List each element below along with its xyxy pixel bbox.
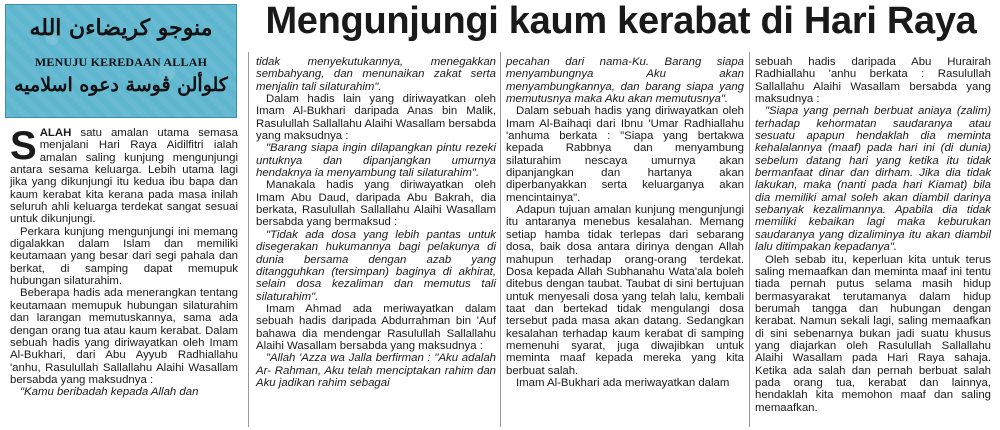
paragraph: Dalam sebuah hadis yang diriwayatkan oleh Imam Al-Baihaqi dari Ibnu 'Umar Radhiallahu 'anhuma berkata : "Siapa yang bertakwa kepada Rabbnya dan menyambung silaturahim nescaya umurnya akan dipanjangkan dan hartanya akan diperbanyakkan serta keluarganya akan mencintainya". — [506, 105, 744, 204]
banner-latin-title: MENUJU KEREDAAN ALLAH — [34, 55, 208, 69]
article-column-4 — [755, 56, 991, 414]
column-divider — [248, 52, 249, 427]
paragraph: Imam Al-Bukhari ada meriwayatkan dalam — [516, 376, 730, 389]
banner-arabic-title: منوجو كريضاءن الله — [29, 15, 213, 41]
hadith-quote: "Barang siapa ingin dilapangkan pintu rezeki untuknya dan dipanjangkan umurnya hendaknya ia menyambung tali silaturahim". — [256, 142, 496, 180]
article-column-2 — [256, 56, 496, 389]
hadith-quote: "Siapa yang pernah berbuat aniaya (zalim) terhadap kehormatan saudaranya atau sesuatu apapun hendaklah dia meminta kehalalannya (maaf) pada hari ini (di dunia) sebelum datang hari yang ketika itu tidak bermanfaat dinar dan dirham. Jika dia tidak lakukan, maka (nanti pada hari Kiamat) bila dia memiliki amal soleh akan diambil darinya sebanyak kezalimannya. Apabila dia tidak memiliki kebaikan lagi maka keburukan saudaranya yang dizaliminya itu akan diambil lalu ditimpakan kepadanya". — [755, 105, 991, 254]
lead-word: ALAH — [39, 127, 72, 139]
paragraph: Beberapa hadis ada menerangkan tentang keutamaan memupuk hubungan silaturahim dan larangan memutuskannya, sama ada dengan orang tua atau kaum kerabat. Dalam sebuah hadis yang diriwayatkan oleh Imam Al-Bukhari, dari Abu Ayyub Radhiallahu 'anhu, Rasulullah Sallallahu Alaihi Wasallam bersabda yang maksudnya : — [10, 287, 238, 386]
banner-arabic-subtitle: كلوألن ڤوسة دعوه اسلاميه — [14, 74, 228, 96]
paragraph-text: satu amalan utama semasa menjalani Hari Raya Aidilfitri ialah amalan saling kunjung mengunjungi antara sesama keluarga. Lebih utama lagi jika yang dikunjungi itu kedua ibu bapa dan kaum kerabat kita kerana pada masa inilah seluruh ahli keluarga terdekat sangat sesuai untuk dikunjungi. — [10, 127, 238, 226]
paragraph: Perkara kunjung mengunjungi ini memang digalakkan dalam Islam dan memiliki keutamaan yang besar dari segi pahala dan berkat, di samping dapat memupuk hubungan silaturahim. — [10, 225, 238, 288]
paragraph: sebuah hadis daripada Abu Hurairah Radhiallahu 'anhu berkata : Rasulullah Sallallahu Alaihi Wasallam bersabda yang maksudnya : — [755, 56, 991, 106]
article-column-3 — [506, 56, 744, 389]
paragraph: Imam Ahmad ada meriwayatkan dalam sebuah hadis daripada Abdurrahman bin 'Auf bahawa dia mendengar Rasulullah Sallallahu Alaihi Wasallam bersabda yang maksudnya : — [256, 302, 496, 352]
column-banner — [5, 4, 237, 118]
hadith-quote: "Tidak ada dosa yang lebih pantas untuk disegerakan hukumannya bagi pelakunya di dunia bersama dengan azab yang ditangguhkan (tersimpan) baginya di akhirat, selain dosa kezaliman dan memutus tali silaturahim". — [256, 228, 496, 303]
hadith-quote: "Kamu beribadah kepada Allah dan — [20, 386, 199, 399]
hadith-quote: tidak menyekutukannya, menegakkan sembahyang, dan menunaikan zakat serta menjalin tali silaturahim". — [256, 56, 496, 93]
column-divider — [500, 52, 501, 427]
paragraph — [10, 124, 238, 226]
article-column-1 — [10, 124, 238, 399]
paragraph: Oleh sebab itu, keperluan kita untuk terus saling memaafkan dan meminta maaf ini tentu tiada pernah putus selama masih hidup bermasyarakat terutamanya dalam hidup berumah tangga dan hubungan dengan kerabat. Namun sekali lagi, saling memaafkan di sini sebenarnya bukan jadi suatu khusus yang diajarkan oleh Rasulullah Sallallahu Alaihi Wasallam pada Hari Raya sahaja. Ketika ada salah dan pernah berbuat salah pada orang tua, kerabat dan lainnya, hendaklah kita memohon maaf dan saling memaafkan. — [755, 253, 991, 414]
paragraph: Adapun tujuan amalan kunjung mengunjungi itu antaranya menebus kesalahan. Memang setiap hamba tidak terlepas dari sebarang dosa, baik dosa antara dirinya dengan Allah mahupun terhadap orang-orang terdekat. Dosa kepada Allah Subhanahu Wata'ala boleh ditebus dengan taubat. Taubat di sini bertujuan untuk menyesali dosa yang telah lalu, kembali taat dan bertekad tidak mengulangi dosa tersebut pada masa akan datang. Sedangkan kesalahan terhadap kaum kerabat di samping memenuhi syarat, juga diwajibkan untuk meminta maaf kepada mereka yang kita berbuat salah. — [506, 204, 744, 377]
drop-cap: S — [10, 124, 37, 168]
hadith-quote: "Allah 'Azza wa Jalla berfirman : "Aku adalah Ar- Rahman, Aku telah menciptakan rahim dan Aku jadikan rahim sebagai — [256, 352, 496, 389]
article-headline: Mengunjungi kaum kerabat di Hari Raya — [265, 0, 977, 42]
hadith-quote: pecahan dari nama-Ku. Barang siapa menyambungnya Aku akan menyambungkannya, dan barang siapa yang memutusnya maka Aku akan memutusnya". — [506, 56, 744, 106]
column-divider — [749, 52, 750, 427]
paragraph: Dalam hadis lain yang diriwayatkan oleh Imam Al-Bukhari daripada Anas bin Malik, Rasulullah Sallallahu Alaihi Wasallam bersabda yang maksudnya : — [256, 93, 496, 143]
paragraph: Manakala hadis yang diriwayatkan oleh Imam Abu Daud, daripada Abu Bakrah, dia berkata, Rasulullah Sallallahu Alaihi Wasallam bersabda yang bermaksud : — [256, 179, 496, 229]
